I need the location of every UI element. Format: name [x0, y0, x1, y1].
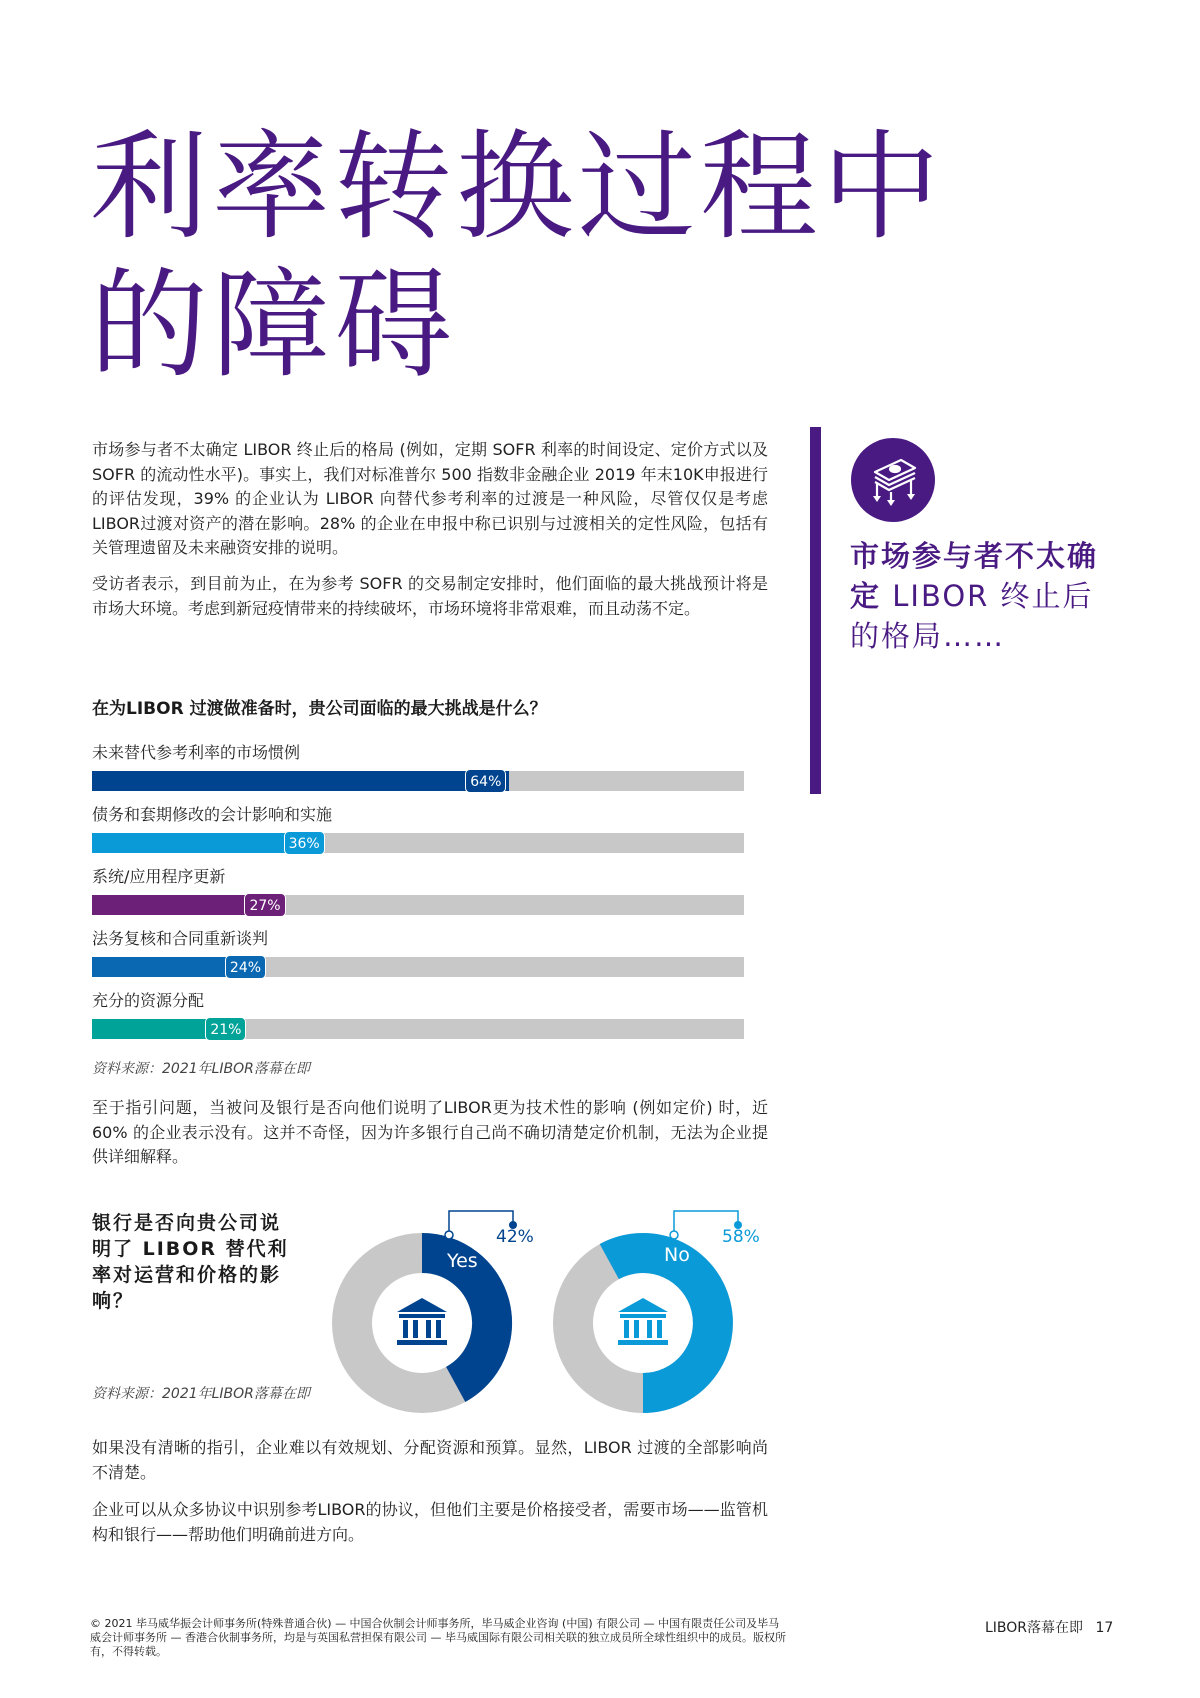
money-stack-icon	[851, 438, 935, 522]
bar-label: 未来替代参考利率的市场惯例	[92, 743, 301, 762]
value-badge: 36%	[284, 831, 325, 855]
bar-label: 系统/应用程序更新	[92, 867, 226, 886]
intro-paragraph: 市场参与者不太确定 LIBOR 终止后的格局 (例如，定期 SOFR 利率的时间设定、定价方式以及 SOFR 的流动性水平)。事实上，我们对标准普尔 500 指数非金融企业 2019 年末10K申报进行的评估发现，39% 的企业认为 LIBOR 向替代参考利率的过渡是一种风险，尽管仅仅是考虑LIBOR过渡对资产的潜在影响。28% 的企业在申报中称已识别与过渡相关的定性风险，包括有关管理遗留及未来融资安排的说明。	[92, 440, 768, 557]
bar-track	[92, 1019, 744, 1039]
bar-fill	[92, 957, 229, 977]
donut-question: 银行是否向贵公司说明了 LIBOR 替代利率对运营和价格的影响？	[92, 1212, 289, 1312]
donut-yes	[327, 1228, 517, 1418]
bar-track	[92, 957, 744, 977]
pull-quote-rest: LIBOR 终止后的格局……	[850, 579, 1094, 653]
page-title-line-1: 利率转换过程中	[90, 118, 945, 256]
yes-segment-label: Yes	[447, 1250, 478, 1272]
planning-paragraph: 如果没有清晰的指引，企业难以有效规划、分配资源和预算。显然，LIBOR 过渡的全部影响尚不清楚。	[92, 1438, 768, 1482]
page-title-line-2: 的障碍	[90, 256, 457, 394]
bar-fill	[92, 833, 288, 853]
no-segment-label: No	[664, 1244, 690, 1266]
bar-fill	[92, 1019, 209, 1039]
donut-no	[548, 1228, 738, 1418]
page-title	[90, 118, 1090, 394]
bar-label: 债务和套期修改的会计影响和实施	[92, 805, 333, 824]
respondents-paragraph: 受访者表示，到目前为止，在为参考 SOFR 的交易制定安排时，他们面临的最大挑战预计将是市场大环境。考虑到新冠疫情带来的持续破坏，市场环境将非常艰难，而且动荡不定。	[92, 574, 768, 618]
footer-copyright: © 2021 毕马威华振会计师事务所(特殊普通合伙) — 中国合伙制会计师事务所，毕马威企业咨询 (中国) 有限公司 — 中国有限责任公司及毕马威会计师事务所 — 香港合伙制事务所，均是与英国私营担保有限公司 — 毕马威国际有限公司相关联的独立成员所全球性组织中的成员。版权所有，不得转载。	[90, 1617, 786, 1658]
bar-track	[92, 771, 744, 791]
donut-source: 资料来源：2021年LIBOR落幕在即	[92, 1386, 310, 1402]
guidance-paragraph: 至于指引问题，当被问及银行是否向他们说明了LIBOR更为技术性的影响 (例如定价) 时，近 60% 的企业表示没有。这并不奇怪，因为许多银行自己尚不确切清楚定价机制，无法为企业提供详细解释。	[92, 1098, 768, 1166]
value-badge: 21%	[205, 1017, 246, 1041]
page-number: 17	[1095, 1620, 1114, 1636]
yes-percentage: 42%	[496, 1227, 534, 1247]
bank-icon	[618, 1298, 668, 1345]
no-percentage: 58%	[722, 1227, 760, 1247]
publication-name: LIBOR落幕在即	[985, 1620, 1084, 1636]
sidebar-accent-rule	[810, 427, 821, 794]
price-taker-paragraph: 企业可以从众多协议中识别参考LIBOR的协议，但他们主要是价格接受者，需要市场——监管机构和银行——帮助他们明确前进方向。	[92, 1500, 768, 1544]
bank-icon	[397, 1298, 447, 1345]
bar-fill	[92, 771, 509, 791]
bar-track	[92, 895, 744, 915]
bar-track	[92, 833, 744, 853]
bar-label: 充分的资源分配	[92, 991, 205, 1010]
value-badge: 24%	[225, 955, 266, 979]
value-badge: 64%	[465, 769, 506, 793]
bar-fill	[92, 895, 248, 915]
sidebar-pull-quote	[850, 536, 1110, 656]
bar-label: 法务复核和合同重新谈判	[92, 929, 269, 948]
pull-quote-bold: 市场参与者不太确定	[850, 539, 1099, 613]
value-badge: 27%	[244, 893, 285, 917]
bar-chart-source: 资料来源：2021年LIBOR落幕在即	[92, 1061, 310, 1077]
footer-page-marker	[985, 1617, 1113, 1637]
bar-chart-title: 在为LIBOR 过渡做准备时，贵公司面临的最大挑战是什么？	[92, 699, 547, 719]
